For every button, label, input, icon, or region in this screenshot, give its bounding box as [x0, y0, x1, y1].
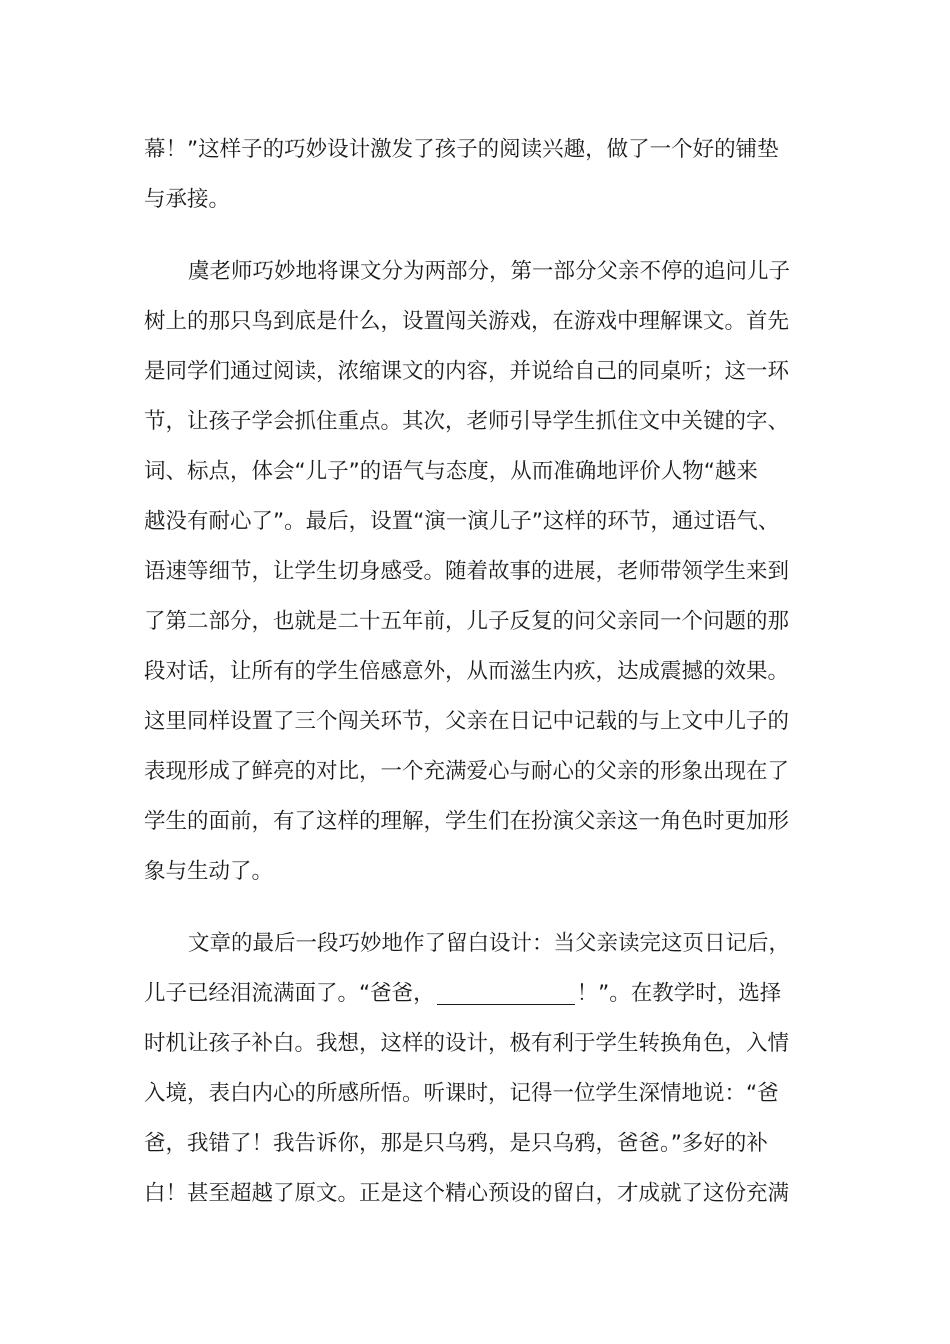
text-line: 是同学们通过阅读，浓缩课文的内容，并说给自己的同桌听；这一环: [144, 359, 790, 384]
text-line: 表现形成了鲜亮的对比，一个充满爱心与耐心的父亲的形象出现在了: [144, 759, 790, 784]
text-line: 这里同样设置了三个闯关环节，父亲在日记中记载的与上文中儿子的: [144, 709, 790, 734]
text-line: 越没有耐心了”。最后，设置“演一演儿子”这样的环节，通过语气、: [144, 509, 780, 534]
text-line-with-blank: [144, 974, 824, 1014]
text-line: 语速等细节，让学生切身感受。随着故事的进展，老师带领学生来到: [144, 559, 790, 584]
text-line: 节，让孩子学会抓住重点。其次，老师引导学生抓住文中关键的字、: [144, 409, 790, 434]
text-line: 幕！”这样子的巧妙设计激发了孩子的阅读兴趣，做了一个好的铺垫: [144, 137, 779, 162]
text-line: 文章的最后一段巧妙地作了留白设计：当父亲读完这页日记后，: [188, 931, 791, 956]
text-line: 学生的面前，有了这样的理解，学生们在扮演父亲这一角色时更加形: [144, 809, 790, 834]
text-line: 词、标点，体会“儿子”的语气与态度，从而准确地评价人物“越来: [144, 459, 758, 484]
text-line: 了第二部分，也就是二十五年前，儿子反复的问父亲同一个问题的那: [144, 609, 790, 634]
fill-in-blank: [437, 978, 575, 1005]
text-line: 虞老师巧妙地将课文分为两部分，第一部分父亲不停的追问儿子: [188, 259, 791, 284]
text-line: 段对话，让所有的学生倍感意外，从而滋生内疚，达成震撼的效果。: [144, 659, 790, 684]
text-line: 入境，表白内心的所感所悟。听课时，记得一位学生深情地说：“爸: [144, 1081, 779, 1106]
text-line: 白！甚至超越了原文。正是这个精心预设的留白，才成就了这份充满: [144, 1181, 790, 1206]
text-segment: ！”。在教学时，选择: [576, 981, 782, 1006]
text-segment: 儿子已经泪流满面了。“爸爸，: [144, 981, 435, 1006]
text-line: 象与生动了。: [144, 859, 274, 884]
text-line: 时机让孩子补白。我想，这样的设计，极有利于学生转换角色，入情: [144, 1031, 790, 1056]
text-line: 与承接。: [144, 187, 231, 212]
text-line: 树上的那只鸟到底是什么，设置闯关游戏，在游戏中理解课文。首先: [144, 309, 790, 334]
text-line: 爸，我错了！我告诉你，那是只乌鸦，是只乌鸦，爸爸。”多好的补: [144, 1131, 768, 1156]
